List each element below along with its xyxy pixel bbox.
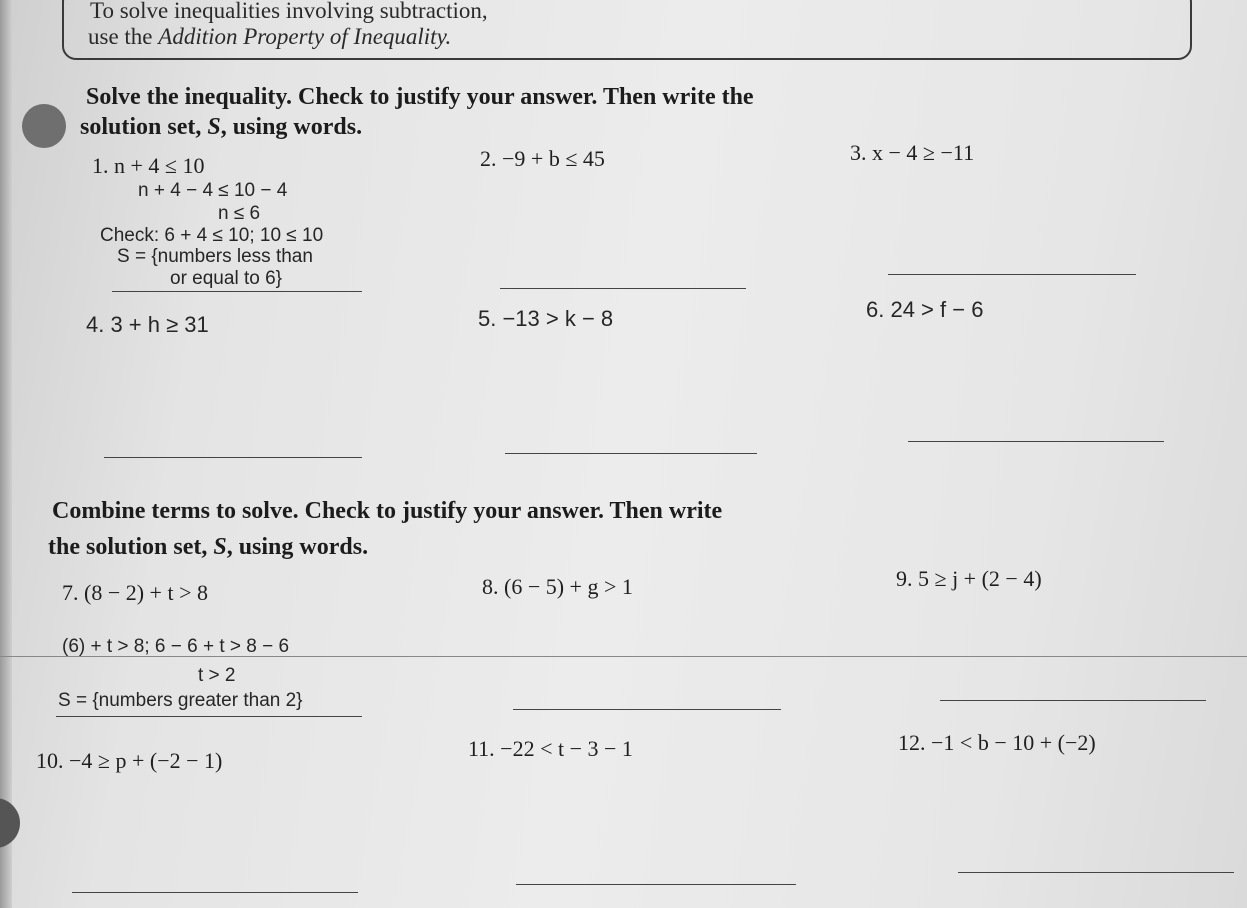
example7-step2: t > 2 (198, 665, 236, 686)
problem-11: 11. −22 < t − 3 − 1 (468, 736, 633, 761)
answer-line-8 (513, 709, 781, 710)
example1-check: Check: 6 + 4 ≤ 10; 10 ≤ 10 (100, 225, 324, 246)
answer-line-9 (940, 700, 1206, 701)
section1-instr-post: , using words. (220, 114, 363, 140)
problem-12: 12. −1 < b − 10 + (−2) (898, 730, 1096, 755)
problem-10: 10. −4 ≥ p + (−2 − 1) (36, 748, 223, 773)
example1-answer-line1: S = {numbers less than (117, 246, 313, 267)
problem-3: 3. x − 4 ≥ −11 (850, 140, 975, 165)
problem-5: 5. −13 > k − 8 (478, 306, 614, 331)
answer-line-5 (505, 453, 757, 454)
problem-8: 8. (6 − 5) + g > 1 (482, 574, 633, 599)
example7-answer: S = {numbers greater than 2} (58, 690, 303, 711)
problem-7: 7. (8 − 2) + t > 8 (62, 580, 208, 605)
section2-instr-var: S (213, 534, 227, 560)
problem-9: 9. 5 ≥ j + (2 − 4) (896, 566, 1042, 591)
problem-2: 2. −9 + b ≤ 45 (480, 146, 605, 171)
answer-line-2 (500, 288, 746, 289)
section2-instr-pre: the solution set, (48, 534, 214, 560)
section1-instr-pre: solution set, (80, 114, 208, 140)
example1-step2: n ≤ 6 (218, 203, 261, 224)
answer-line-11 (516, 884, 796, 885)
page-edge (0, 0, 12, 908)
example7-step1: (6) + t > 8; 6 − 6 + t > 8 − 6 (62, 636, 290, 657)
tip-line-2-italic: Addition Property of Inequality. (158, 24, 452, 49)
answer-line-1 (112, 291, 362, 292)
section2-instruction-line1: Combine terms to solve. Check to justify your answer. Then write (52, 498, 723, 524)
tip-line-2 (88, 24, 451, 50)
section2-instr-post: , using words. (226, 534, 369, 560)
section1-instr-var: S (207, 114, 221, 140)
answer-line-7 (56, 716, 362, 717)
answer-line-3 (888, 274, 1136, 275)
tip-line-2-plain: use the (88, 24, 159, 49)
example1-answer-line2: or equal to 6} (170, 268, 282, 289)
tip-line-1: To solve inequalities involving subtraction, (90, 0, 488, 23)
example1-step1: n + 4 − 4 ≤ 10 − 4 (138, 180, 288, 201)
section2-instruction-line2 (48, 534, 368, 561)
section-badge-2-icon (0, 798, 20, 848)
problem-4: 4. 3 + h ≥ 31 (86, 312, 209, 337)
answer-line-6 (908, 441, 1164, 442)
section1-instruction-line2 (80, 114, 362, 141)
answer-line-10 (72, 892, 358, 893)
problem-6: 6. 24 > f − 6 (866, 297, 984, 322)
answer-line-4 (104, 457, 362, 458)
problem-1: 1. n + 4 ≤ 10 (92, 153, 205, 178)
section1-instruction-line1: Solve the inequality. Check to justify your answer. Then write the (86, 84, 754, 110)
section-badge-icon (22, 104, 66, 148)
answer-line-12 (958, 872, 1234, 873)
